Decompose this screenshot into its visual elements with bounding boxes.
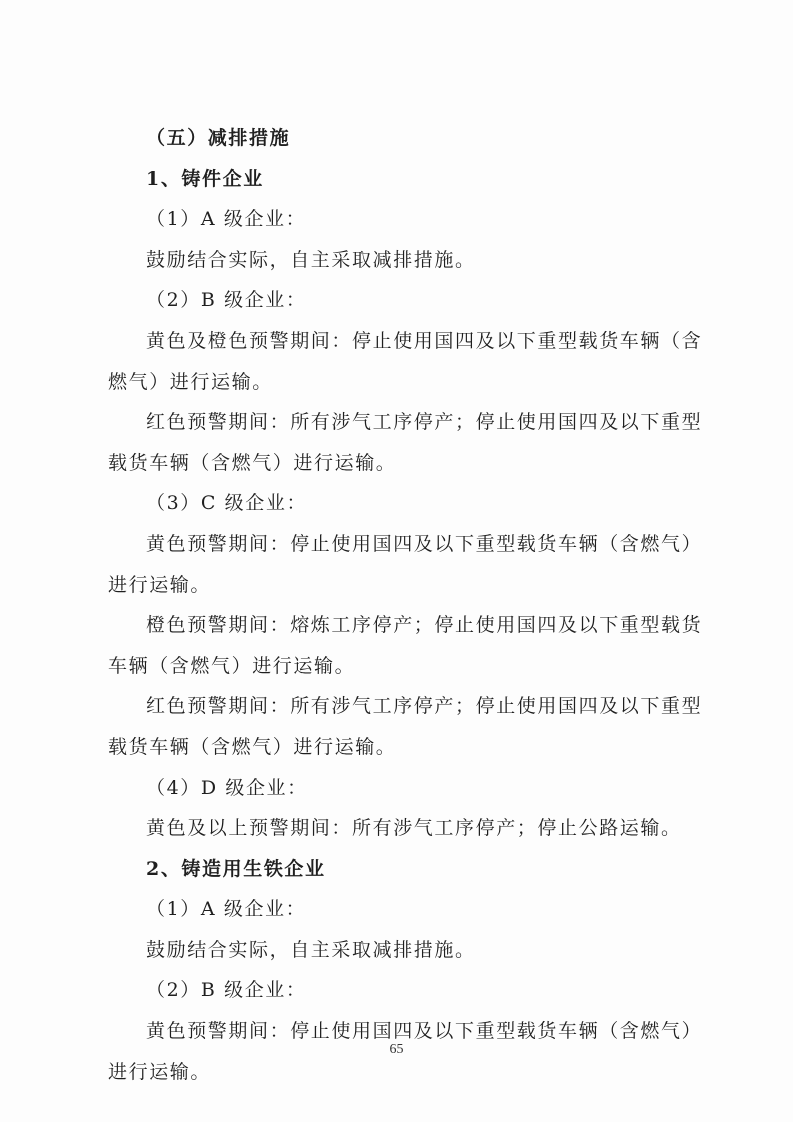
text-line: （4）D 级企业： [146,776,308,799]
text-line: 橙色预警期间：熔炼工序停产；停止使用国四及以下重型载货 [146,614,703,637]
text-line: 载货车辆（含燃气）进行运输。 [108,451,397,474]
text-line: （3）C 级企业： [146,492,308,515]
text-line: 燃气）进行运输。 [108,370,273,393]
document-body [108,118,703,1092]
section-heading: 2、铸造用生铁企业 [146,857,326,880]
section-heading: （五）减排措施 [146,127,291,149]
text-line: 鼓励结合实际，自主采取减排措施。 [146,938,476,961]
text-line: （2）B 级企业： [146,979,307,1002]
section-heading: 1、铸件企业 [146,167,264,190]
text-line: 载货车辆（含燃气）进行运输。 [108,735,397,758]
text-line: （1）A 级企业： [146,898,307,921]
text-line: 车辆（含燃气）进行运输。 [108,654,356,677]
text-line: 鼓励结合实际，自主采取减排措施。 [146,248,476,271]
text-line: （1）A 级企业： [146,208,307,231]
text-line: 进行运输。 [108,573,212,596]
text-line: 红色预警期间：所有涉气工序停产；停止使用国四及以下重型 [146,695,703,718]
page-number: 65 [389,1042,404,1057]
text-line: 黄色预警期间：停止使用国四及以下重型载货车辆（含燃气） [146,1020,703,1043]
text-line: 红色预警期间：所有涉气工序停产；停止使用国四及以下重型 [146,411,703,434]
text-line: 黄色及橙色预警期间：停止使用国四及以下重型载货车辆（含 [146,329,703,352]
text-line: 黄色及以上预警期间：所有涉气工序停产；停止公路运输。 [146,817,682,840]
text-line: 黄色预警期间：停止使用国四及以下重型载货车辆（含燃气） [146,532,703,555]
text-line: （2）B 级企业： [146,289,307,312]
text-line: 进行运输。 [108,1060,212,1083]
